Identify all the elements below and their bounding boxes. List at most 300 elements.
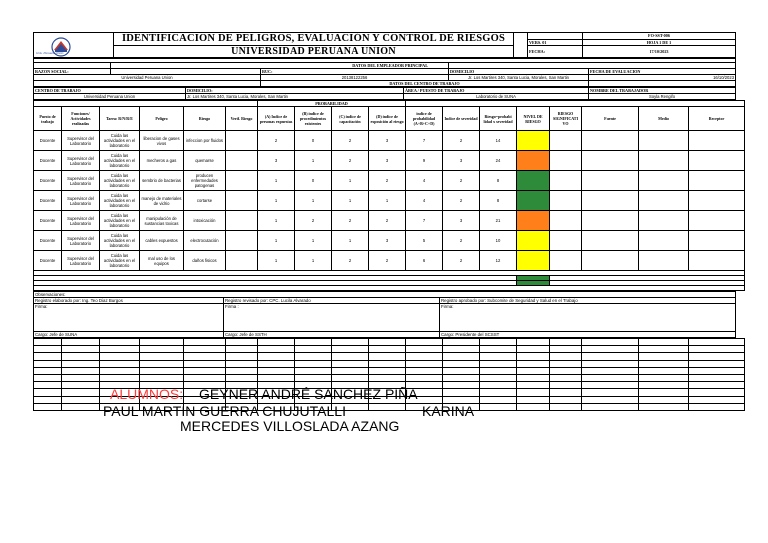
col-riesgo: Riesgo bbox=[184, 107, 226, 131]
grid-cell bbox=[62, 346, 100, 353]
grid-cell bbox=[639, 346, 689, 353]
grid-cell bbox=[639, 382, 689, 389]
risk-level-cell bbox=[517, 171, 550, 191]
grid-cell bbox=[295, 339, 332, 346]
grid-cell bbox=[34, 367, 62, 374]
grid-cell bbox=[332, 360, 369, 367]
cell-tarea: Cuida las actividades en el laboratorio bbox=[100, 191, 140, 211]
grid-cell bbox=[480, 389, 517, 396]
grid-cell bbox=[517, 382, 550, 389]
cell-verif bbox=[226, 171, 258, 191]
grid-row bbox=[34, 339, 745, 346]
date-label: FECHA: bbox=[528, 46, 583, 58]
col-a: (A) Indice de personas expuestas bbox=[258, 107, 295, 131]
grid-cell bbox=[34, 374, 62, 381]
col-peligro: Peligro bbox=[140, 107, 184, 131]
cell-peligro: liberacion de gases vivos bbox=[140, 131, 184, 151]
cell-b: 1 bbox=[295, 151, 332, 171]
cell-empty bbox=[639, 151, 689, 171]
centro-trabajo-value: Universidad Peruana Union bbox=[34, 94, 186, 100]
cell-empty bbox=[582, 231, 639, 251]
cell-verif bbox=[226, 211, 258, 231]
risk-level-cell bbox=[517, 131, 550, 151]
cell-prob: 7 bbox=[406, 131, 443, 151]
grid-cell bbox=[184, 367, 226, 374]
cell-funcion: Supervisor del Laboratorio bbox=[62, 251, 100, 271]
cell-peligro: manipulación de sustancias toxicas bbox=[140, 211, 184, 231]
cell-verif bbox=[226, 191, 258, 211]
grid-cell bbox=[582, 346, 639, 353]
student-name-2: PAUL MARTIN GUERRA CHUJUTALLI bbox=[103, 403, 346, 419]
grid-cell bbox=[258, 339, 295, 346]
cell-empty bbox=[550, 131, 582, 151]
table-row bbox=[34, 131, 745, 151]
grid-cell bbox=[550, 374, 582, 381]
grid-cell bbox=[443, 346, 480, 353]
col-b: (B) indice de procedimientos existentes bbox=[295, 107, 332, 131]
observaciones-label: Observaciones: bbox=[34, 292, 736, 298]
col-verif: Verif. Riesgo bbox=[226, 107, 258, 131]
grid-cell bbox=[443, 374, 480, 381]
grid-cell bbox=[100, 367, 140, 374]
cell-empty bbox=[689, 231, 745, 251]
cell-rxs: 21 bbox=[480, 211, 517, 231]
grid-cell bbox=[639, 360, 689, 367]
grid-cell bbox=[406, 367, 443, 374]
grid-cell bbox=[517, 339, 550, 346]
cell-empty bbox=[550, 171, 582, 191]
grid-cell bbox=[226, 360, 258, 367]
cell-riesgo: quemarse bbox=[184, 151, 226, 171]
grid-cell bbox=[443, 339, 480, 346]
nombre-trabajador-label: NOMBRE DEL TRABAJADOR bbox=[589, 88, 736, 94]
cell-empty bbox=[689, 151, 745, 171]
cell-empty bbox=[689, 211, 745, 231]
grid-cell bbox=[582, 374, 639, 381]
cell-sev: 2 bbox=[443, 231, 480, 251]
grid-cell bbox=[639, 389, 689, 396]
cell-rxs: 10 bbox=[480, 231, 517, 251]
cell-prob: 6 bbox=[406, 251, 443, 271]
grid-cell bbox=[480, 339, 517, 346]
cell-c: 2 bbox=[332, 211, 369, 231]
cell-rxs: 24 bbox=[480, 151, 517, 171]
form-code: FO-SST-006 bbox=[583, 33, 736, 40]
grid-row bbox=[34, 360, 745, 367]
cell-empty bbox=[689, 131, 745, 151]
cell-empty bbox=[689, 251, 745, 271]
razon-social-label: RAZON SOCIAL: bbox=[34, 69, 111, 75]
cell-peligro: mecheros a gas bbox=[140, 151, 184, 171]
grid-row bbox=[34, 353, 745, 360]
grid-cell bbox=[100, 339, 140, 346]
grid-cell bbox=[62, 396, 100, 403]
cell-b: 1 bbox=[295, 251, 332, 271]
cell-funcion: Supervisor del Laboratorio bbox=[62, 231, 100, 251]
cell-puesto: Docente bbox=[34, 131, 62, 151]
student-name-1: GEYNER ANDRÉ SANCHEZ PIÑA bbox=[199, 386, 418, 402]
cell-a: 1 bbox=[258, 171, 295, 191]
cargo-revisado: Cargo: Jefe de SSTH bbox=[224, 332, 440, 338]
employer-section-title: DATOS DEL EMPLEADOR PRINCIPAL bbox=[111, 63, 449, 69]
col-sev: Indice de severidad bbox=[443, 107, 480, 131]
date-value: 17/10/2023 bbox=[583, 46, 736, 58]
grid-cell bbox=[550, 360, 582, 367]
cell-funcion: Supervisor del Laboratorio bbox=[62, 151, 100, 171]
grid-cell bbox=[517, 396, 550, 403]
cell-tarea: Cuida las actividades en el laboratorio bbox=[100, 231, 140, 251]
cell-verif bbox=[226, 231, 258, 251]
grid-cell bbox=[258, 353, 295, 360]
grid-cell bbox=[517, 353, 550, 360]
grid-cell bbox=[639, 339, 689, 346]
cell-empty bbox=[689, 171, 745, 191]
risk-level-cell bbox=[517, 211, 550, 231]
logo-caption: Univ. Peruana Unión bbox=[36, 51, 64, 55]
cell-peligro: manejo de materiales de vidrio bbox=[140, 191, 184, 211]
table-row bbox=[34, 211, 745, 231]
grid-cell bbox=[689, 396, 745, 403]
grid-cell bbox=[34, 346, 62, 353]
grid-cell bbox=[140, 346, 184, 353]
grid-cell bbox=[295, 360, 332, 367]
grid-cell bbox=[140, 374, 184, 381]
cell-empty bbox=[550, 251, 582, 271]
grid-cell bbox=[406, 374, 443, 381]
grid-cell bbox=[517, 403, 550, 410]
grid-cell bbox=[689, 403, 745, 410]
grid-cell bbox=[332, 353, 369, 360]
cell-funcion: Supervisor del Laboratorio bbox=[62, 131, 100, 151]
elaborado-por: Registro elaborado por: Ing. Teo Diaz Burgos bbox=[34, 298, 224, 304]
cell-empty bbox=[550, 191, 582, 211]
workplace-table bbox=[33, 87, 736, 100]
grid-cell bbox=[517, 389, 550, 396]
risk-level-cell bbox=[517, 191, 550, 211]
grid-cell bbox=[406, 339, 443, 346]
cell-verif bbox=[226, 131, 258, 151]
cell-d: 2 bbox=[369, 211, 406, 231]
grid-cell bbox=[34, 396, 62, 403]
grid-cell bbox=[443, 367, 480, 374]
cell-b: 0 bbox=[295, 131, 332, 151]
grid-cell bbox=[550, 339, 582, 346]
cell-empty bbox=[639, 231, 689, 251]
cell-prob: 5 bbox=[406, 231, 443, 251]
col-signif: RIESGO SIGNIFICATI VO bbox=[550, 107, 582, 131]
grid-cell bbox=[480, 403, 517, 410]
grid-cell bbox=[582, 367, 639, 374]
cell-rxs: 12 bbox=[480, 251, 517, 271]
col-prob: indice de probabilidad (A+B+C+D) bbox=[406, 107, 443, 131]
cell-puesto: Docente bbox=[34, 251, 62, 271]
cell-d: 2 bbox=[369, 171, 406, 191]
cell-b: 1 bbox=[295, 191, 332, 211]
grid-cell bbox=[184, 353, 226, 360]
col-d: (D) indice de exposición al riesgo bbox=[369, 107, 406, 131]
grid-cell bbox=[258, 360, 295, 367]
grid-cell bbox=[62, 367, 100, 374]
grid-cell bbox=[517, 374, 550, 381]
grid-cell bbox=[226, 374, 258, 381]
cell-c: 2 bbox=[332, 131, 369, 151]
cell-rxs: 14 bbox=[480, 131, 517, 151]
grid-cell bbox=[443, 353, 480, 360]
ruc-label: RUC: bbox=[261, 69, 449, 75]
grid-cell bbox=[639, 403, 689, 410]
grid-row bbox=[34, 367, 745, 374]
cell-empty bbox=[639, 251, 689, 271]
cell-puesto: Docente bbox=[34, 171, 62, 191]
cell-empty bbox=[639, 191, 689, 211]
cell-prob: 4 bbox=[406, 191, 443, 211]
grid-cell bbox=[295, 367, 332, 374]
cell-empty bbox=[582, 171, 639, 191]
grid-cell bbox=[480, 346, 517, 353]
grid-cell bbox=[226, 367, 258, 374]
grid-cell bbox=[369, 353, 406, 360]
col-nivel: NIVEL DE RIESGO bbox=[517, 107, 550, 131]
grid-cell bbox=[62, 374, 100, 381]
title-university: UNIVERSIDAD PERUANA UNION bbox=[114, 46, 514, 58]
cell-d: 3 bbox=[369, 131, 406, 151]
col-medio: Medio bbox=[639, 107, 689, 131]
grid-cell bbox=[258, 367, 295, 374]
grid-cell bbox=[582, 339, 639, 346]
cell-peligro: cables expuestos bbox=[140, 231, 184, 251]
table-row bbox=[34, 231, 745, 251]
cell-empty bbox=[582, 151, 639, 171]
grid-cell bbox=[184, 339, 226, 346]
grid-cell bbox=[639, 353, 689, 360]
grid-cell bbox=[639, 367, 689, 374]
cell-sev: 2 bbox=[443, 171, 480, 191]
cell-d: 3 bbox=[369, 151, 406, 171]
grid-cell bbox=[582, 403, 639, 410]
grid-cell bbox=[550, 382, 582, 389]
grid-cell bbox=[582, 382, 639, 389]
cell-riesgo: intoxicación bbox=[184, 211, 226, 231]
sheet-label: HOJA 1 DE 1 bbox=[583, 39, 736, 46]
grid-cell bbox=[582, 360, 639, 367]
grid-cell bbox=[100, 374, 140, 381]
cargo-elaborado: Cargo: Jefe de SUNA bbox=[34, 332, 224, 338]
student-name-3a: KARINA bbox=[422, 403, 475, 419]
cell-empty bbox=[689, 191, 745, 211]
grid-cell bbox=[689, 353, 745, 360]
workplace-section-title: DATOS DEL CENTRO DE TRABAJO bbox=[261, 81, 589, 87]
workplace-domicilio-value: Jr. Los Martires 340, Santa Lucia, Morales, San Martin bbox=[186, 94, 404, 100]
centro-trabajo-label: CENTRO DE TRABAJO bbox=[34, 88, 186, 94]
grid-cell bbox=[34, 353, 62, 360]
grid-cell bbox=[62, 389, 100, 396]
grid-cell bbox=[369, 403, 406, 410]
risk-matrix-sheet bbox=[33, 32, 735, 411]
cell-a: 3 bbox=[258, 151, 295, 171]
grid-cell bbox=[689, 389, 745, 396]
razon-social-value: Universidad Peruana Union bbox=[34, 75, 261, 81]
cell-empty bbox=[582, 131, 639, 151]
area-puesto-value: Laboratorio de SUNA bbox=[404, 94, 589, 100]
grid-cell bbox=[184, 346, 226, 353]
cell-empty bbox=[550, 231, 582, 251]
grid-cell bbox=[639, 396, 689, 403]
table-row bbox=[34, 151, 745, 171]
grid-cell bbox=[332, 374, 369, 381]
grid-cell bbox=[517, 367, 550, 374]
grid-cell bbox=[184, 374, 226, 381]
cell-b: 0 bbox=[295, 171, 332, 191]
cell-empty bbox=[550, 211, 582, 231]
cell-c: 2 bbox=[332, 251, 369, 271]
cell-tarea: Cuida las actividades en el laboratorio bbox=[100, 171, 140, 191]
grid-cell bbox=[140, 353, 184, 360]
grid-cell bbox=[226, 353, 258, 360]
grid-cell bbox=[480, 367, 517, 374]
grid-cell bbox=[34, 360, 62, 367]
cell-empty bbox=[582, 211, 639, 231]
grid-cell bbox=[226, 339, 258, 346]
ruc-value: 20138122256 bbox=[261, 75, 449, 81]
grid-cell bbox=[369, 374, 406, 381]
fecha-evaluacion-label: FECHA DE EVALUACION bbox=[589, 69, 736, 75]
grid-cell bbox=[550, 403, 582, 410]
grid-cell bbox=[332, 339, 369, 346]
employer-domicilio-value: Jr. Los Martires 340, Santa Lucia, Morales, San Martin bbox=[449, 75, 589, 81]
fecha-evaluacion-value: 16/10/2023 bbox=[589, 75, 736, 81]
cell-sev: 3 bbox=[443, 151, 480, 171]
grid-cell bbox=[332, 367, 369, 374]
col-funciones: Funciones/ Actividades realizadas bbox=[62, 107, 100, 131]
cell-sev: 2 bbox=[443, 191, 480, 211]
grid-cell bbox=[100, 353, 140, 360]
col-tarea: Tarea: R/N/R/E bbox=[100, 107, 140, 131]
cell-a: 2 bbox=[258, 131, 295, 151]
cell-empty bbox=[639, 171, 689, 191]
firma-revisado: Firma : bbox=[224, 304, 440, 332]
cell-riesgo: electrocutación bbox=[184, 231, 226, 251]
version-label: VERS. 01 bbox=[528, 39, 583, 46]
cell-sev: 3 bbox=[443, 211, 480, 231]
cell-empty bbox=[582, 191, 639, 211]
grid-cell bbox=[582, 353, 639, 360]
grid-cell bbox=[550, 389, 582, 396]
cell-prob: 4 bbox=[406, 171, 443, 191]
grid-cell bbox=[62, 339, 100, 346]
cell-riesgo: daños fisicos bbox=[184, 251, 226, 271]
grid-cell bbox=[295, 353, 332, 360]
cell-puesto: Docente bbox=[34, 191, 62, 211]
cell-peligro: mal uso de los equipos bbox=[140, 251, 184, 271]
grid-cell bbox=[689, 382, 745, 389]
col-rxs: Riesgo=probabi lidad x severidad bbox=[480, 107, 517, 131]
col-fuente: Fuente bbox=[582, 107, 639, 131]
cell-sev: 2 bbox=[443, 131, 480, 151]
grid-cell bbox=[582, 389, 639, 396]
signature-table bbox=[33, 291, 736, 338]
grid-cell bbox=[62, 353, 100, 360]
grid-cell bbox=[550, 396, 582, 403]
grid-cell bbox=[258, 374, 295, 381]
grid-cell bbox=[639, 374, 689, 381]
grid-cell bbox=[689, 346, 745, 353]
cell-c: 2 bbox=[332, 151, 369, 171]
workplace-domicilio-label: DOMICILIO: bbox=[186, 88, 404, 94]
revisado-por: Registro revisado por: CPC. Lucila Alvarado bbox=[224, 298, 440, 304]
risk-matrix-table bbox=[33, 100, 745, 291]
cell-d: 2 bbox=[369, 251, 406, 271]
cell-tarea: Cuida las actividades en el laboratorio bbox=[100, 211, 140, 231]
cell-sev: 2 bbox=[443, 251, 480, 271]
cell-funcion: Supervisor del Laboratorio bbox=[62, 171, 100, 191]
cell-a: 1 bbox=[258, 191, 295, 211]
area-puesto-label: ÁREA / PUESTO DE TRABAJO bbox=[404, 88, 589, 94]
grid-cell bbox=[140, 367, 184, 374]
col-c: (C) indice de capacitación bbox=[332, 107, 369, 131]
grid-cell bbox=[258, 346, 295, 353]
cell-verif bbox=[226, 251, 258, 271]
title-main: IDENTIFICACION DE PELIGROS, EVALUACIÓN Y CONTROL DE RIESGOS bbox=[114, 33, 514, 46]
col-puesto: Puesto de trabajo bbox=[34, 107, 62, 131]
header-table bbox=[33, 32, 736, 58]
grid-cell bbox=[332, 346, 369, 353]
table-row bbox=[34, 171, 745, 191]
grid-cell bbox=[443, 360, 480, 367]
cell-puesto: Docente bbox=[34, 151, 62, 171]
cell-d: 3 bbox=[369, 231, 406, 251]
risk-level-cell bbox=[517, 151, 550, 171]
cell-puesto: Docente bbox=[34, 211, 62, 231]
grid-cell bbox=[689, 374, 745, 381]
cell-riesgo: cortarse bbox=[184, 191, 226, 211]
grid-cell bbox=[34, 403, 62, 410]
cell-tarea: Cuida las actividades en el laboratorio bbox=[100, 151, 140, 171]
employer-table bbox=[33, 58, 736, 87]
grid-cell bbox=[295, 346, 332, 353]
cell-prob: 7 bbox=[406, 211, 443, 231]
cell-prob: 9 bbox=[406, 151, 443, 171]
cell-empty bbox=[550, 151, 582, 171]
cell-rxs: 8 bbox=[480, 191, 517, 211]
cell-a: 1 bbox=[258, 251, 295, 271]
aprobado-por: Registro aprobado por: Subcomite de Seguridad y Salud en el Trabajo bbox=[440, 298, 736, 304]
risk-level-cell bbox=[517, 231, 550, 251]
grid-cell bbox=[184, 360, 226, 367]
cell-tarea: Cuida las actividades en el laboratorio bbox=[100, 251, 140, 271]
grid-cell bbox=[406, 353, 443, 360]
grid-cell bbox=[100, 360, 140, 367]
col-receptor: Receptor bbox=[689, 107, 745, 131]
grid-cell bbox=[140, 360, 184, 367]
grid-cell bbox=[34, 339, 62, 346]
table-row bbox=[34, 251, 745, 271]
risk-level-cell bbox=[517, 251, 550, 271]
cell-funcion: Supervisor del Laboratorio bbox=[62, 191, 100, 211]
grid-cell bbox=[480, 353, 517, 360]
cell-a: 1 bbox=[258, 211, 295, 231]
grid-cell bbox=[406, 360, 443, 367]
cell-verif bbox=[226, 151, 258, 171]
cell-tarea: Cuida las actividades en el laboratorio bbox=[100, 131, 140, 151]
grid-cell bbox=[226, 346, 258, 353]
grid-cell bbox=[140, 339, 184, 346]
grid-cell bbox=[443, 382, 480, 389]
cell-puesto: Docente bbox=[34, 231, 62, 251]
table-row bbox=[34, 191, 745, 211]
grid-cell bbox=[62, 403, 100, 410]
nombre-trabajador-value: Soyla Rengifo bbox=[589, 94, 736, 100]
cell-rxs: 8 bbox=[480, 171, 517, 191]
